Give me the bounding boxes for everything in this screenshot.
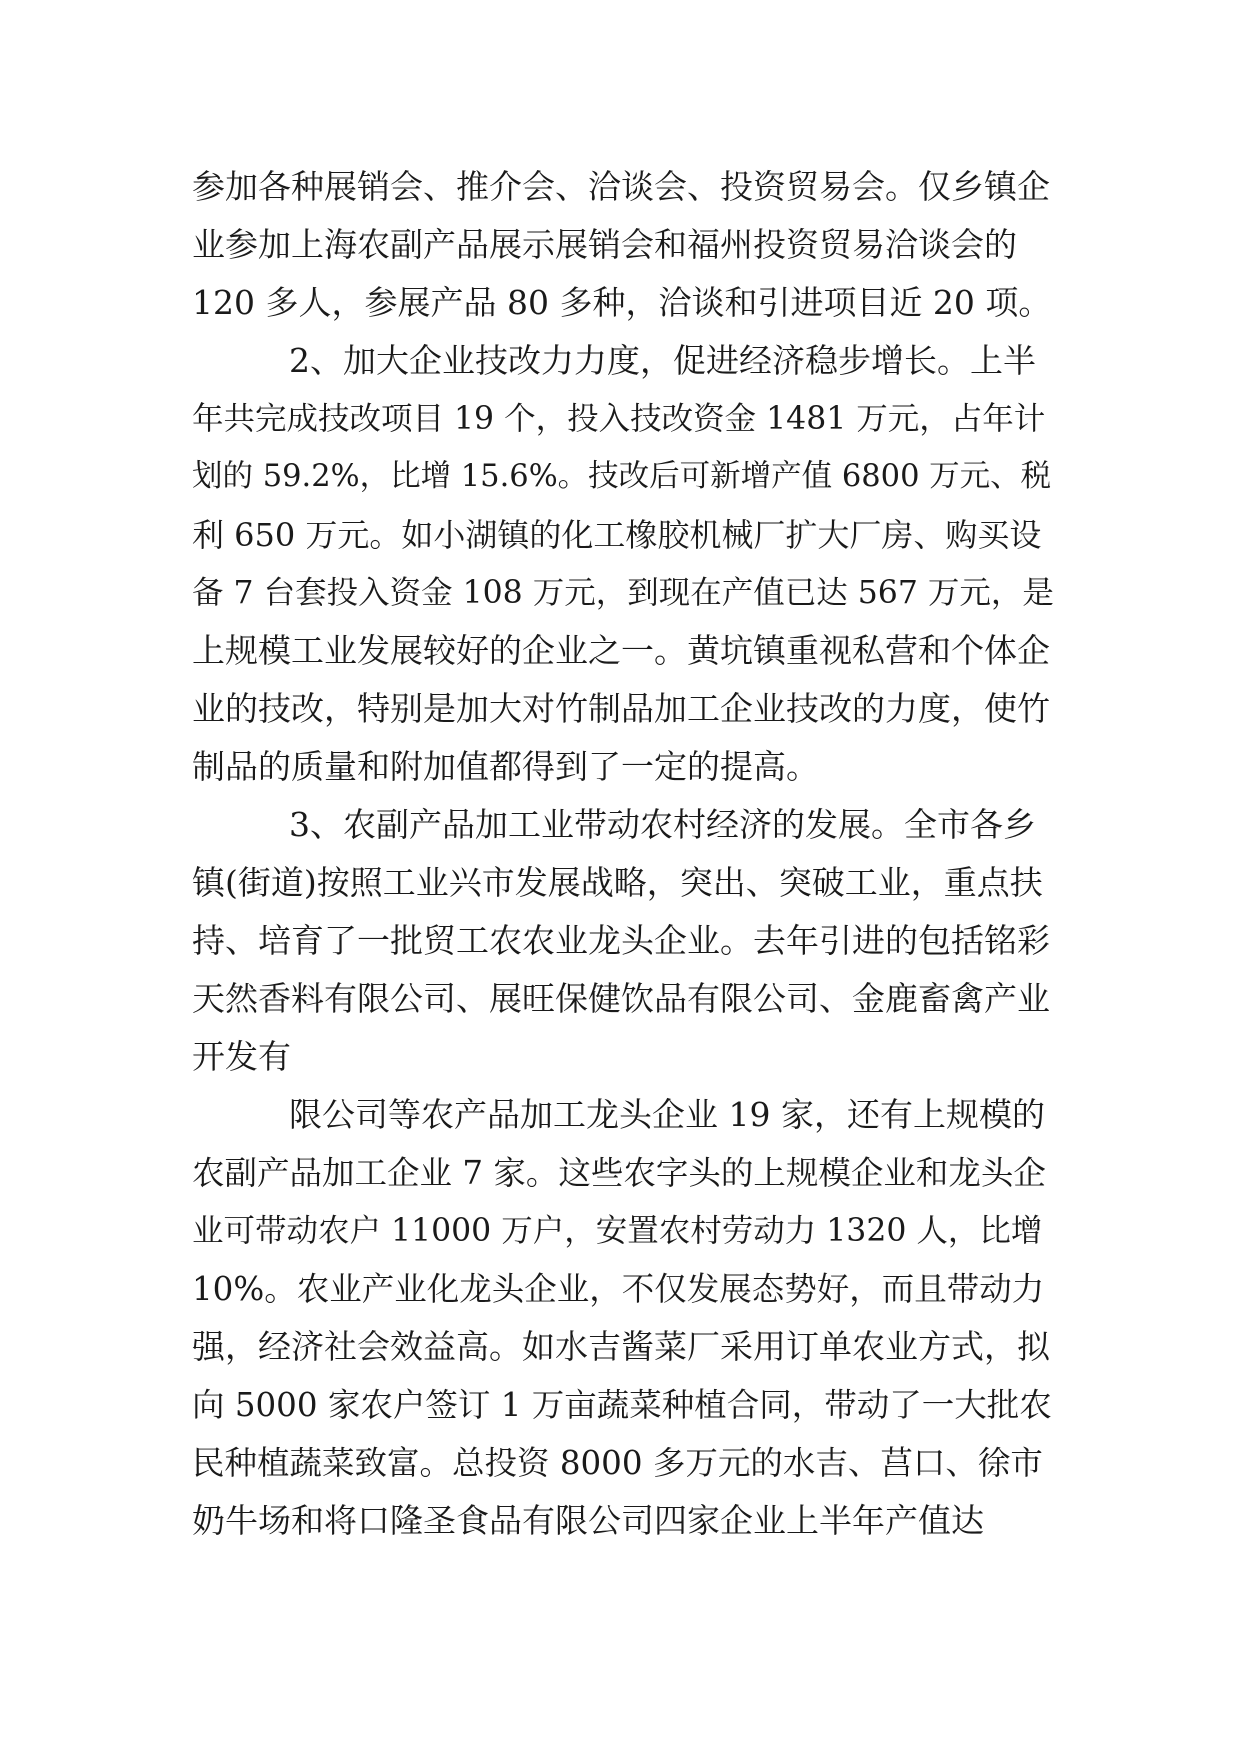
- paragraph-start-line: 3、农副产品加工业带动农村经济的发展。全市各乡: [289, 805, 1036, 844]
- text-line: 参加各种展销会、推介会、洽谈会、投资贸易会。仅乡镇企: [192, 167, 1050, 206]
- text-line: 天然香料有限公司、展旺保健饮品有限公司、金鹿畜禽产业: [192, 979, 1050, 1018]
- text-line: 划的 59.2%，比增 15.6%。技改后可新增产值 6800 万元、税: [192, 459, 1052, 494]
- text-line: 备 7 台套投入资金 108 万元，到现在产值已达 567 万元，是: [192, 575, 1054, 611]
- text-line: 年共完成技改项目 19 个，投入技改资金 1481 万元，占年计: [192, 401, 1046, 437]
- text-line: 上规模工业发展较好的企业之一。黄坑镇重视私营和个体企: [192, 631, 1050, 670]
- text-line: 奶牛场和将口隆圣食品有限公司四家企业上半年产值达: [192, 1501, 984, 1540]
- text-line: 向 5000 家农户签订 1 万亩蔬菜种植合同，带动了一大批农: [192, 1386, 1052, 1424]
- text-line: 120 多人，参展产品 80 多种，洽谈和引进项目近 20 项。: [192, 283, 1052, 322]
- text-line: 业的技改，特别是加大对竹制品加工企业技改的力度，使竹: [192, 689, 1050, 728]
- text-line: 民种植蔬菜致富。总投资 8000 多万元的水吉、莒口、徐市: [192, 1444, 1043, 1482]
- paragraph-start-line: 限公司等农产品加工龙头企业 19 家，还有上规模的: [289, 1095, 1045, 1134]
- text-line: 强，经济社会效益高。如水吉酱菜厂采用订单农业方式，拟: [192, 1327, 1050, 1366]
- paragraph-start-line: 2、加大企业技改力力度，促进经济稳步增长。上半: [289, 341, 1036, 380]
- text-line: 开发有: [192, 1037, 291, 1076]
- text-line: 业可带动农户 11000 万户，安置农村劳动力 1320 人，比增: [192, 1213, 1043, 1249]
- text-line: 制品的质量和附加值都得到了一定的提高。: [192, 747, 819, 786]
- text-line: 镇(街道)按照工业兴市发展战略，突出、突破工业，重点扶: [192, 863, 1043, 902]
- text-line: 业参加上海农副产品展示展销会和福州投资贸易洽谈会的: [192, 225, 1017, 264]
- text-line: 10%。农业产业化龙头企业，不仅发展态势好，而且带动力: [192, 1270, 1045, 1308]
- text-line: 利 650 万元。如小湖镇的化工橡胶机械厂扩大厂房、购买设: [192, 516, 1042, 554]
- text-line: 持、培育了一批贸工农农业龙头企业。去年引进的包括铭彩: [192, 921, 1050, 960]
- text-line: 农副产品加工企业 7 家。这些农字头的上规模企业和龙头企: [192, 1154, 1046, 1192]
- body-text: [192, 158, 1054, 1550]
